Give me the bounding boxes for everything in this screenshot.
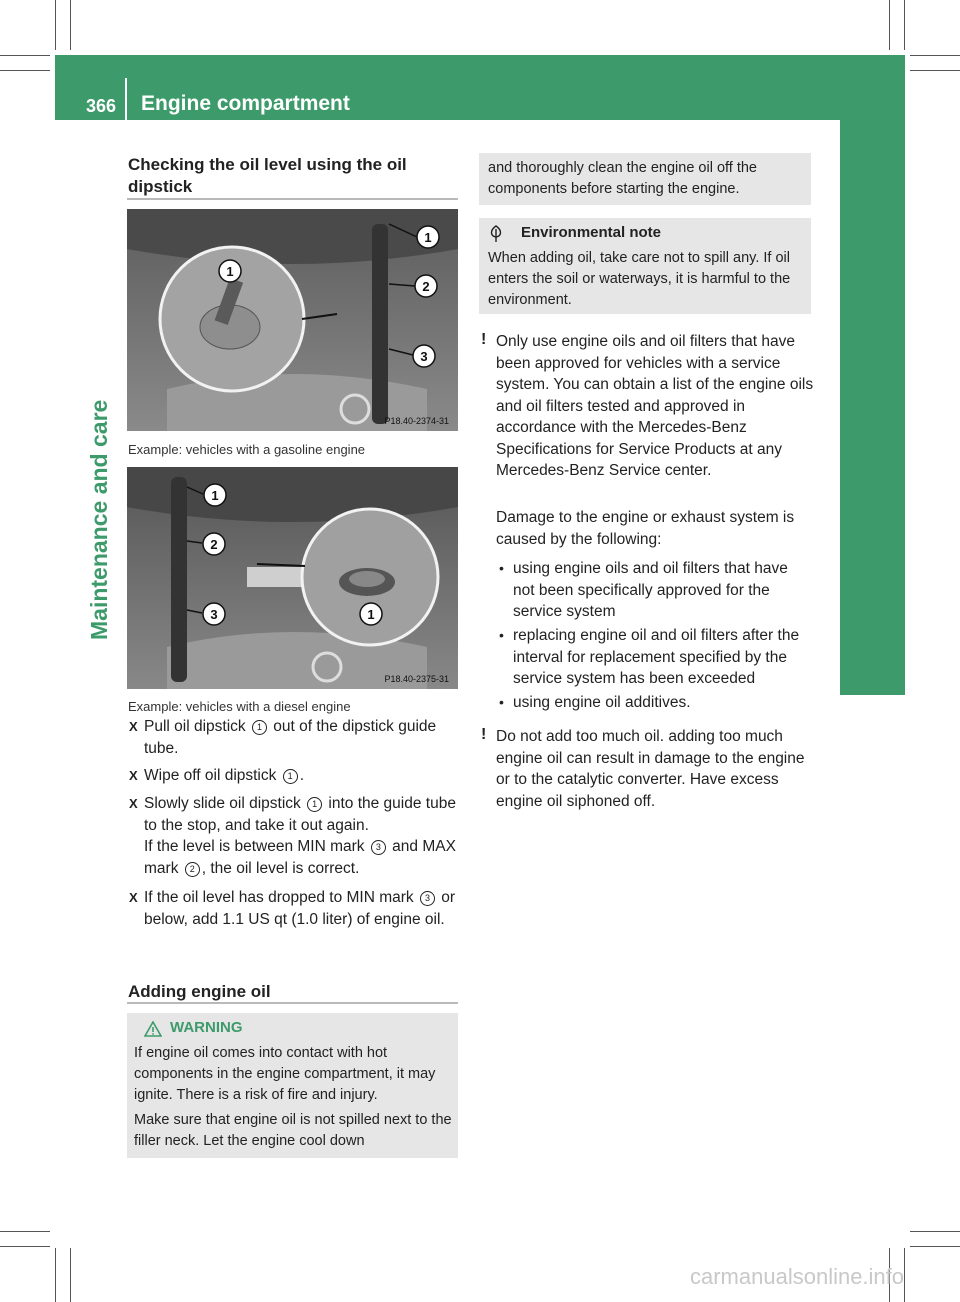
side-label: Maintenance and care <box>86 399 112 640</box>
figure-diesel-engine <box>127 467 458 689</box>
step-marker: X <box>129 890 138 905</box>
step-marker: X <box>129 768 138 783</box>
svg-text:1: 1 <box>424 230 432 245</box>
environmental-note-box <box>479 218 811 314</box>
warning-box <box>127 1013 458 1158</box>
callout-3: 3 <box>371 840 386 855</box>
svg-text:2: 2 <box>210 537 218 552</box>
bullet: • <box>499 560 504 576</box>
svg-text:2: 2 <box>422 279 430 294</box>
step-add-oil: X If the oil level has dropped to MIN mark 3 or below, add 1.1 US qt (1.0 liter) of engine oil. <box>129 889 456 928</box>
crop-mark <box>910 55 960 56</box>
environmental-note-text: When adding oil, take care not to spill any. If oil enters the soil or waterways, it is harmful to the environment. <box>488 250 791 308</box>
crop-mark <box>910 70 960 71</box>
environment-icon <box>488 225 504 248</box>
svg-text:3: 3 <box>420 349 428 364</box>
step-wipe-dipstick: X Wipe off oil dipstick 1 . <box>129 765 461 787</box>
crop-mark <box>55 1248 56 1302</box>
caution-icon: ! <box>481 331 487 348</box>
callout-2: 2 <box>185 862 200 877</box>
crop-mark <box>0 1246 50 1247</box>
crop-mark <box>55 0 56 50</box>
step-marker: X <box>129 719 138 734</box>
warning-text: If engine oil comes into contact with hot components in the engine compartment, it may ignite. There is a risk of fire and injury. <box>134 1045 436 1103</box>
svg-text:1: 1 <box>226 264 234 279</box>
bullet-item: using engine oils and oil filters that have not been specifically approved for the service system <box>513 560 788 620</box>
svg-text:1: 1 <box>367 607 375 622</box>
caption-gasoline: Example: vehicles with a gasoline engine <box>128 442 366 457</box>
page-number: 366 <box>86 96 117 116</box>
figure-code: P18.40-2374-31 <box>384 416 449 426</box>
step-slide-dipstick: X Slowly slide oil dipstick 1 into the guide tube to the stop, and take it out again. If the level is between MIN mark 3 and MAX mark 2 , the oil level is correct. <box>129 795 456 877</box>
callout-1: 1 <box>252 720 267 735</box>
callout-3: 3 <box>420 891 435 906</box>
bullet-item: using engine oil additives. <box>513 694 691 711</box>
warning-title: WARNING <box>170 1019 243 1036</box>
heading-rule <box>127 1002 458 1004</box>
crop-mark <box>0 55 50 56</box>
step-marker: X <box>129 796 138 811</box>
warning-icon <box>144 1021 162 1042</box>
environmental-note-title: Environmental note <box>521 224 662 241</box>
watermark: carmanualsonline.info <box>690 1264 905 1289</box>
crop-mark <box>70 0 71 50</box>
crop-mark <box>910 1246 960 1247</box>
crop-mark <box>0 70 50 71</box>
note-approved-oils: Only use engine oils and oil filters that have been approved for vehicles with a service system. You can obtain a list of the engine oils and oil filters tested and approved in accordance with the Mercedes-Benz Specifications for Service Products at any Mercedes-Benz Service center. <box>496 333 814 479</box>
crop-mark <box>0 1231 50 1232</box>
step-pull-dipstick: X Pull oil dipstick 1 out of the dipstick guide tube. <box>129 718 437 757</box>
warning-text-2: Make sure that engine oil is not spilled next to the filler neck. Let the engine cool down <box>134 1112 452 1149</box>
figure-gasoline-engine <box>127 209 458 431</box>
header-separator <box>125 78 127 120</box>
bullet-item: replacing engine oil and oil filters after the interval for replacement specified by the service system has been exceeded <box>513 627 800 687</box>
heading-check-oil: Checking the oil level using the oil dipstick <box>128 155 407 196</box>
crop-mark <box>904 0 905 50</box>
side-tab <box>840 120 905 695</box>
heading-adding-oil: Adding engine oil <box>128 982 271 1001</box>
section-title: Engine compartment <box>141 92 350 115</box>
crop-mark <box>910 1231 960 1232</box>
callout-1: 1 <box>283 769 298 784</box>
note-too-much-oil: Do not add too much oil. adding too much engine oil can result in damage to the engine or to the catalytic converter. Have excess engine oil siphoned off. <box>496 728 805 810</box>
svg-text:1: 1 <box>211 488 219 503</box>
heading-rule <box>127 198 458 200</box>
note-damage-causes: Damage to the engine or exhaust system is caused by the following: <box>496 509 795 548</box>
crop-mark <box>904 1248 905 1302</box>
crop-mark <box>889 0 890 50</box>
bullet: • <box>499 627 504 643</box>
caution-icon: ! <box>481 726 487 743</box>
caption-diesel: Example: vehicles with a diesel engine <box>128 699 351 714</box>
svg-text:3: 3 <box>210 607 218 622</box>
figure-code: P18.40-2375-31 <box>384 674 449 684</box>
callout-1: 1 <box>307 797 322 812</box>
warning-box-continued <box>479 153 811 205</box>
warning-text-continued: and thoroughly clean the engine oil off the components before starting the engine. <box>488 160 757 197</box>
crop-mark <box>70 1248 71 1302</box>
bullet: • <box>499 694 504 710</box>
